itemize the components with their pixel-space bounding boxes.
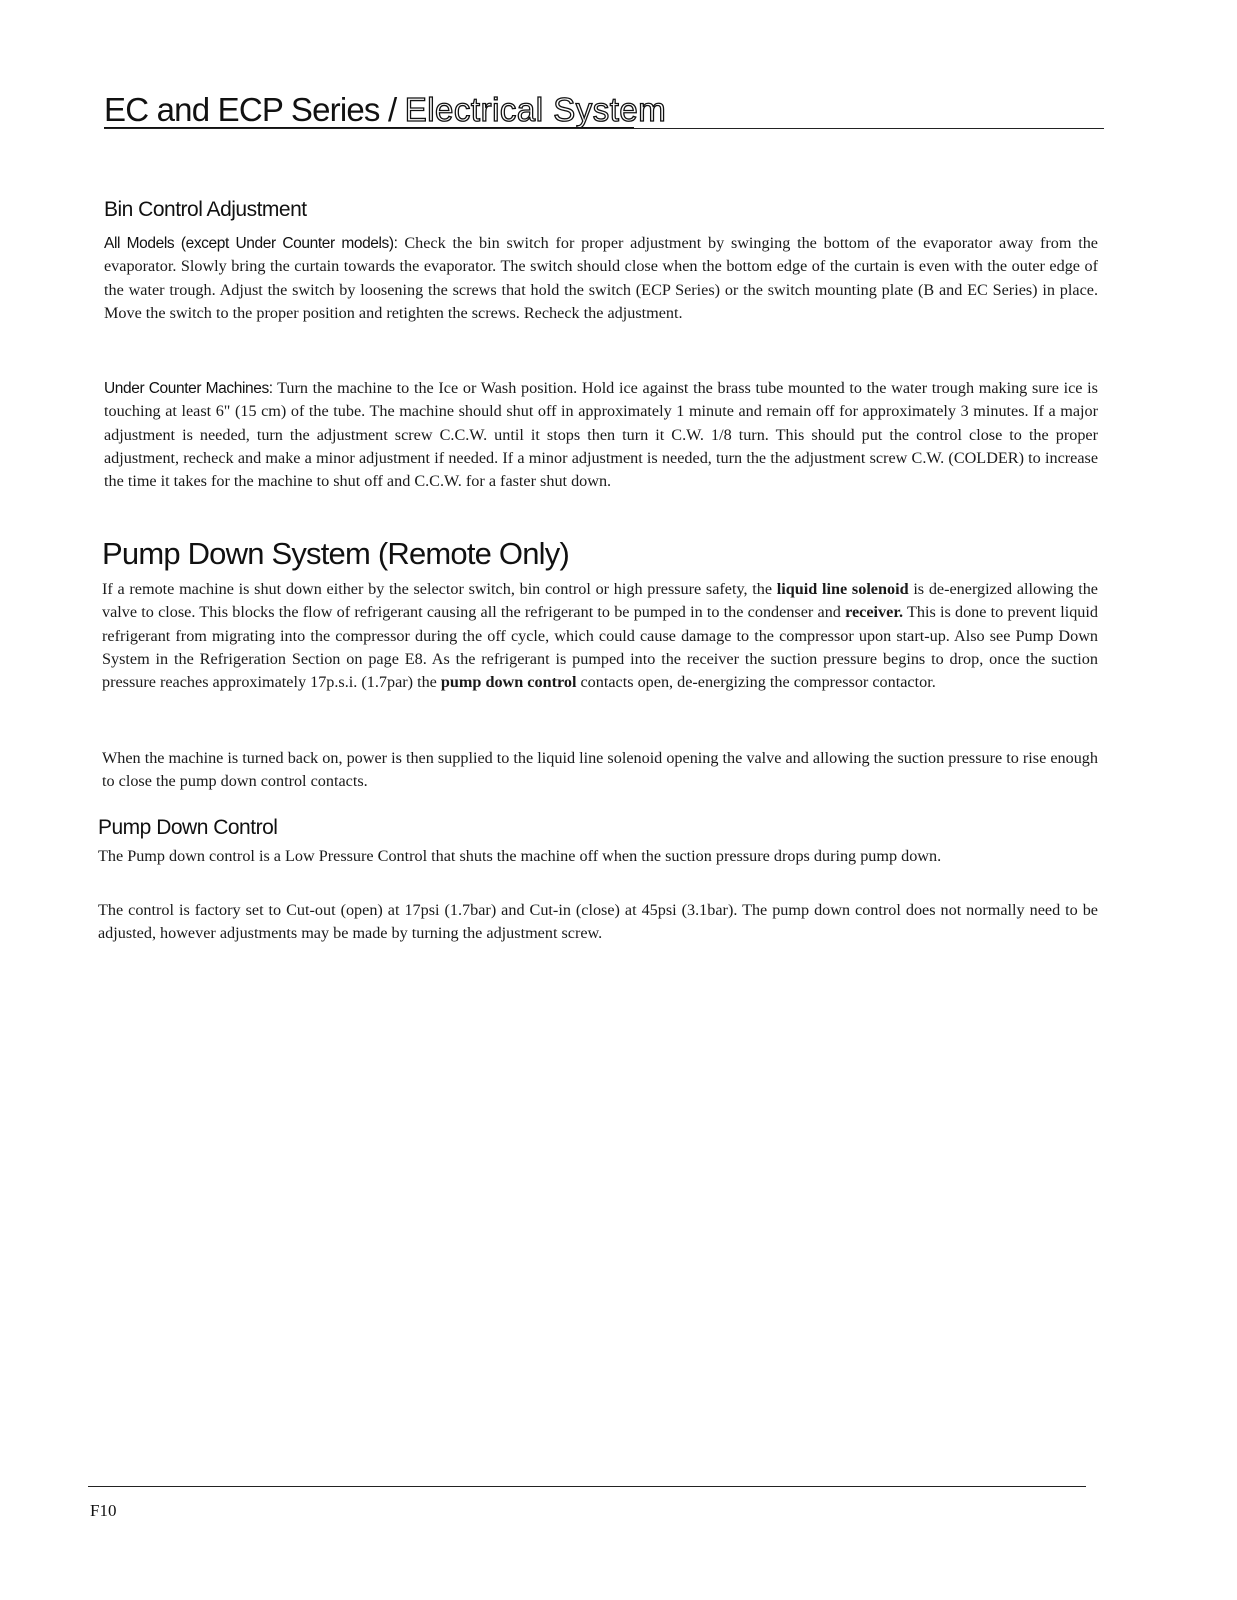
header-title (104, 90, 1104, 130)
all-models-lead: All Models (except Under Counter models): (104, 235, 398, 252)
pump-down-system-heading: Pump Down System (Remote Only) (102, 536, 569, 571)
under-counter-lead: Under Counter Machines: (104, 380, 273, 397)
pump-down-restart-paragraph: When the machine is turned back on, power is then supplied to the liquid line solenoid opening the valve and allowing the suction pressure to rise enough to close the pump down control contacts. (102, 749, 1098, 791)
header-title-series: EC and ECP Series / (104, 91, 405, 128)
pump-down-text-c: is de-energized allowing the valve to close. This blocks the flow of refrigerant causing all the refrigerant to be pumped in to the condenser and (102, 580, 1098, 622)
header-title-section: Electrical System (404, 91, 667, 128)
header-rule (104, 128, 1104, 129)
page-number: F10 (90, 1501, 117, 1520)
pump-down-text-a: If a remote machine is shut down either by the selector switch, bin control or high pressure safety, the (102, 580, 777, 598)
pump-down-control-term: pump down control (440, 673, 577, 692)
pump-down-text-d: This is done to prevent liquid refrigerant from migrating into the compressor during the off cycle, which could cause damage to the compressor upon start-up. Also see Pump Down System in the Refrigeration Section on page E8. As the refrigerant is pumped into the receiver the suction pressure begins to drop, once the suction pressure reaches approximately 17p.s.i. (1.7par) the (102, 603, 1098, 692)
bin-control-heading: Bin Control Adjustment (104, 198, 307, 221)
footer-rule (88, 1486, 1086, 1487)
bin-control-under-counter-paragraph (104, 377, 1098, 493)
all-models-text: Check the bin switch for proper adjustment by swinging the bottom of the evaporator away from the evaporator. Slowly bring the curtain towards the evaporator. The switch should close when the bottom edge of the curtain is even with the outer edge of the water trough. Adjust the switch by loosening the screws that hold the switch (ECP Series) or the switch mounting plate (B and EC Series) in place. Move the switch to the proper position and retighten the screws. Recheck the adjustment. (104, 234, 1098, 322)
receiver-term: receiver. (845, 603, 904, 622)
pump-down-control-heading: Pump Down Control (98, 816, 278, 839)
pump-down-text-e: contacts open, de-energizing the compressor contactor. (576, 673, 936, 692)
pump-down-control-paragraph-1: The Pump down control is a Low Pressure Control that shuts the machine off when the suction pressure drops during pump down. (98, 847, 942, 865)
liquid-line-solenoid-term: liquid line solenoid (776, 580, 909, 598)
pump-down-control-paragraph-2: The control is factory set to Cut-out (open) at 17psi (1.7bar) and Cut-in (close) at 45psi (3.1bar). The pump down control does not normally need to be adjusted, however adjustments may be made by turning the adjustment screw. (98, 901, 1098, 943)
bin-control-all-models-paragraph (104, 232, 1098, 325)
page-header (104, 90, 1104, 130)
under-counter-text: Turn the machine to the Ice or Wash position. Hold ice against the brass tube mounted to the water trough making sure ice is touching at least 6" (15 cm) of the tube. The machine should shut off in approximately 1 minute and remain off for approximately 3 minutes. If a major adjustment is needed, turn the adjustment screw C.C.W. until it stops then turn it C.W. 1/8 turn. This should put the control close to the proper adjustment, recheck and make a minor adjustment if needed. If a minor adjustment is needed, turn the the adjustment screw C.W. (COLDER) to increase the time it takes for the machine to shut off and C.C.W. for a faster shut down. (104, 379, 1098, 491)
pump-down-system-paragraph (102, 578, 1098, 694)
